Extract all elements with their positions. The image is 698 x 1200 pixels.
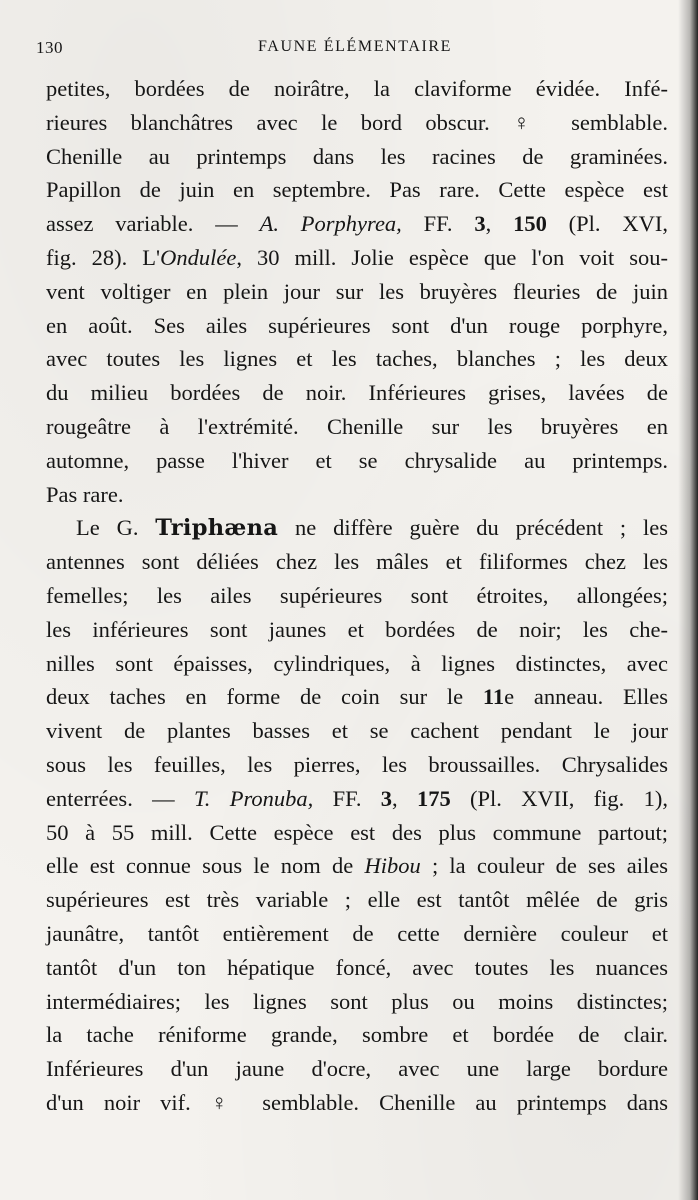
text-run: deux taches en forme de coin sur le — [46, 684, 483, 710]
text-run: vivent de plantes basses et se cachent pendant le jour — [46, 718, 668, 744]
text-line — [46, 613, 668, 647]
text-line — [46, 410, 668, 444]
body-text — [46, 72, 668, 1120]
text-run: Inférieures d'un jaune d'ocre, avec une large bordure — [46, 1056, 668, 1082]
text-run: nilles sont épaisses, cylindriques, à lignes distinctes, avec — [46, 650, 668, 676]
text-line — [46, 579, 668, 613]
page-binding-edge — [678, 0, 698, 1200]
text-line — [46, 748, 668, 782]
text-run: vent voltiger en plein jour sur les bruyères fleuries de juin — [46, 278, 668, 304]
text-line — [46, 985, 668, 1019]
text-run: FF. — [401, 211, 475, 237]
text-run: les inférieures sont jaunes et bordées de noir; les che- — [46, 616, 668, 642]
text-line — [46, 72, 668, 106]
text-run: en août. Ses ailes supérieures sont d'un rouge porphyre, — [46, 312, 668, 338]
text-line — [46, 647, 668, 681]
italic-text: Ondulée — [160, 244, 237, 270]
text-line — [46, 106, 668, 140]
text-line — [46, 342, 668, 376]
text-run: (Pl. XVII, fig. 1), — [450, 785, 668, 811]
text-run: rougeâtre à l'extrémité. Chenille sur les bruyères en — [46, 413, 668, 439]
text-line — [46, 376, 668, 410]
text-line — [46, 816, 668, 850]
text-run: ne diffère guère du précédent ; les — [278, 515, 669, 541]
text-run: FF. — [313, 785, 381, 811]
text-run: avec toutes les lignes et les taches, blanches ; les deux — [46, 346, 668, 372]
text-run: jaunâtre, tantôt entièrement de cette dernière couleur et — [46, 920, 668, 946]
bold-text: 3 — [474, 211, 486, 237]
text-line — [46, 275, 668, 309]
text-line — [46, 849, 668, 883]
text-line — [46, 1052, 668, 1086]
text-run: petites, bordées de noirâtre, la claviforme évidée. Infé- — [46, 76, 668, 101]
text-line — [46, 951, 668, 985]
text-run: la tache réniforme grande, sombre et bordée de clair. — [46, 1022, 668, 1048]
text-line — [46, 1018, 668, 1052]
italic-text: Hibou — [364, 853, 421, 879]
text-line — [46, 1086, 668, 1120]
text-run: d'un noir vif. ♀ semblable. Chenille au printemps dans — [46, 1089, 668, 1115]
text-run: intermédiaires; les lignes sont plus ou moins distinctes; — [46, 988, 668, 1014]
text-run: , — [485, 211, 514, 237]
page-header — [36, 38, 668, 62]
text-run: ; la couleur de ses ailes — [420, 853, 668, 879]
text-run: automne, passe l'hiver et se chrysalide au printemps. — [46, 447, 668, 473]
text-line — [46, 782, 668, 816]
text-line — [46, 309, 668, 343]
text-line — [46, 917, 668, 951]
text-line — [46, 173, 668, 207]
italic-text: A. Porphyrea, — [259, 211, 402, 237]
text-run: (Pl. XVI, — [546, 211, 668, 237]
genus-name: Triphæna — [155, 515, 279, 542]
bold-text: 150 — [513, 211, 547, 237]
bold-text: 3 — [380, 785, 393, 811]
text-run: , 30 mill. Jolie espèce que l'on voit sou- — [236, 244, 668, 270]
text-run: rieures blanchâtres avec le bord obscur. ♀ semblable. — [46, 109, 668, 135]
text-run: 50 à 55 mill. Cette espèce est des plus commune partout; — [46, 819, 668, 845]
text-line — [46, 444, 668, 478]
text-run: assez variable. — — [46, 211, 260, 237]
text-line — [46, 241, 668, 275]
text-line — [46, 140, 668, 174]
text-run: supérieures est très variable ; elle est tantôt mêlée de gris — [46, 887, 668, 913]
text-run: Pas rare. — [46, 481, 124, 507]
text-run: antennes sont déliées chez les mâles et filiformes chez les — [46, 549, 668, 575]
running-head: FAUNE ÉLÉMENTAIRE — [258, 38, 453, 55]
text-line — [46, 545, 668, 579]
text-run: sous les feuilles, les pierres, les broussailles. Chrysalides — [46, 751, 668, 777]
italic-text: T. Pronuba, — [193, 785, 314, 811]
text-line — [46, 511, 668, 545]
text-run: e anneau. Elles — [504, 684, 669, 710]
text-run: , — [392, 785, 417, 811]
text-run: Chenille au printemps dans les racines de graminées. — [46, 143, 668, 169]
page-number: 130 — [36, 38, 63, 57]
text-run: tantôt d'un ton hépatique foncé, avec toutes les nuances — [46, 954, 668, 980]
text-line — [46, 478, 668, 512]
text-run: femelles; les ailes supérieures sont étroites, allongées; — [46, 582, 668, 608]
text-line — [46, 680, 668, 714]
text-run: fig. 28). L' — [46, 244, 161, 270]
text-run: Le G. — [76, 515, 156, 541]
text-run: enterrées. — — [46, 785, 194, 811]
text-run: du milieu bordées de noir. Inférieures grises, lavées de — [46, 380, 668, 406]
text-line — [46, 883, 668, 917]
bold-text: 11 — [482, 684, 505, 710]
text-run: elle est connue sous le nom de — [46, 853, 365, 879]
bold-text: 175 — [416, 785, 451, 811]
text-line — [46, 207, 668, 241]
text-line — [46, 714, 668, 748]
text-run: Papillon de juin en septembre. Pas rare. Cette espèce est — [46, 177, 668, 203]
